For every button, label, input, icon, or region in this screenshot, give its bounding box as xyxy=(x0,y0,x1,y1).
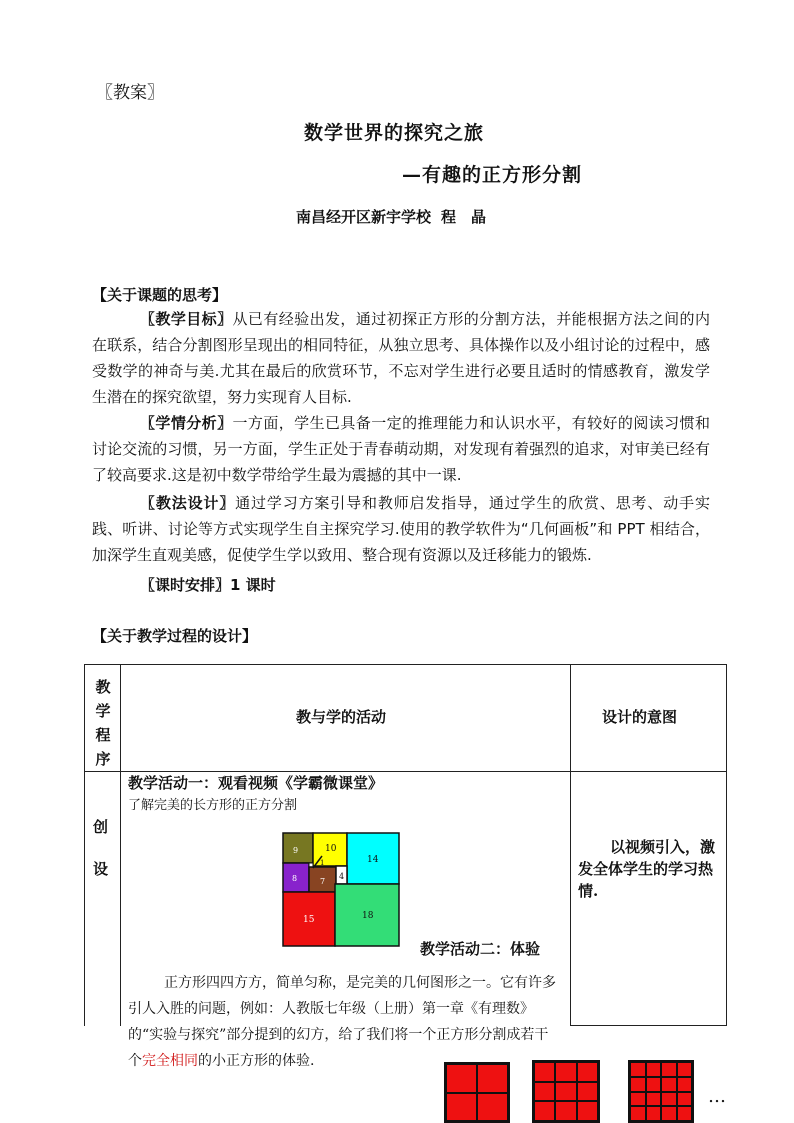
activity2-title: 教学活动二：体验 xyxy=(420,940,541,958)
author-line xyxy=(296,206,486,227)
paragraph-time xyxy=(140,574,276,595)
stage-char-1: 创 xyxy=(93,818,109,836)
method-text: 通过学习方案引导和教师启发指导，通过学生的欣赏、思考、动手实践、听讲、讨论等方式实现学生自主探究学习.使用的教学软件为“几何画板”和 PPT 相结合，加深学生直观美感，促使学生学以致用、整合现有资源以及迁移能力的锻炼. xyxy=(92,494,710,564)
situation-text: 一方面，学生已具备一定的推理能力和认识水平，有较好的阅读习惯和讨论交流的习惯，另一方面，学生正处于青春萌动期，对发现有着强烈的追求，对审美已经有了较高要求.这是初中数学带给学生最为震撼的其中一课. xyxy=(92,414,710,484)
activity1-title: 教学活动一：观看视频《学霸微课堂》 xyxy=(128,774,384,792)
doc-tag: 〖教案〗 xyxy=(96,83,164,103)
table-divider-2 xyxy=(570,664,571,1026)
page-title: 数学世界的探究之旅 xyxy=(304,122,485,144)
table-border-bottom-right xyxy=(570,1025,727,1026)
paragraph-situation xyxy=(92,410,710,488)
label-8: 8 xyxy=(292,874,298,883)
col-header-stage: 教学程序 xyxy=(95,678,111,768)
label-10: 10 xyxy=(325,844,337,854)
ellipsis: … xyxy=(708,1086,728,1107)
label-4: 4 xyxy=(339,872,345,881)
col-header-intent: 设计的意图 xyxy=(602,708,678,726)
squared-rectangle-figure xyxy=(282,832,402,948)
label-7: 7 xyxy=(320,877,326,886)
col-header-activity: 教与学的活动 xyxy=(296,708,387,726)
label-15: 15 xyxy=(303,915,315,925)
square-2x2 xyxy=(444,1062,510,1123)
section-heading-process: 【关于教学过程的设计】 xyxy=(92,627,258,645)
label-18: 18 xyxy=(362,911,374,921)
table-divider-1 xyxy=(120,664,121,1026)
design-intent-text: 以视频引入，激发全体学生的学习热情. xyxy=(578,838,716,900)
square-3x3 xyxy=(532,1060,600,1123)
body-before: 正方形四四方方，简单匀称，是完美的几何图形之一。它有许多引人入胜的问题，例如：人教版七年级（上册）第一章《有理数》的“实验与探究”部分提到的幻方，给了我们将一个正方形分割成若干个 xyxy=(128,975,556,1069)
body-after: 的小正方形的体验. xyxy=(198,1053,315,1069)
activity1-subtitle: 了解完美的长方形的正方分割 xyxy=(128,798,298,813)
label-9: 9 xyxy=(293,846,299,855)
page-subtitle: —有趣的正方形分割 xyxy=(402,164,583,186)
table-border-top xyxy=(84,664,727,665)
method-lead: 〖教法设计〗 xyxy=(140,494,236,512)
paragraph-method xyxy=(92,490,710,568)
goal-text: 从已有经验出发，通过初探正方形的分割方法，并能根据方法之间的内在联系，结合分割图形呈现出的相同特征，从独立思考、具体操作以及小组讨论的过程中，感受数学的神奇与美.尤其在最后的欣赏环节，不忘对学生进行必要且适时的情感教育，激发学生潜在的探究欲望，努力实现育人目标. xyxy=(92,310,710,406)
goal-lead: 〖教学目标〗 xyxy=(140,310,233,328)
label-14: 14 xyxy=(367,855,379,865)
square-4x4 xyxy=(628,1060,694,1123)
stage-char-2: 设 xyxy=(93,860,109,878)
experience-paragraph xyxy=(128,970,556,1074)
situation-lead: 〖学情分析〗 xyxy=(140,414,233,432)
time-text: 1 课时 xyxy=(230,576,276,594)
author-name: 程 晶 xyxy=(441,208,487,226)
label-1: 1 xyxy=(320,859,325,867)
table-border-left xyxy=(84,664,85,1026)
table-border-right xyxy=(726,664,727,1026)
school-name: 南昌经开区新宇学校 xyxy=(296,208,432,226)
section-heading-topic: 【关于课题的思考】 xyxy=(92,286,228,304)
body-highlight: 完全相同 xyxy=(142,1053,198,1069)
time-lead: 〖课时安排〗 xyxy=(140,576,231,594)
paragraph-goal xyxy=(92,306,710,410)
